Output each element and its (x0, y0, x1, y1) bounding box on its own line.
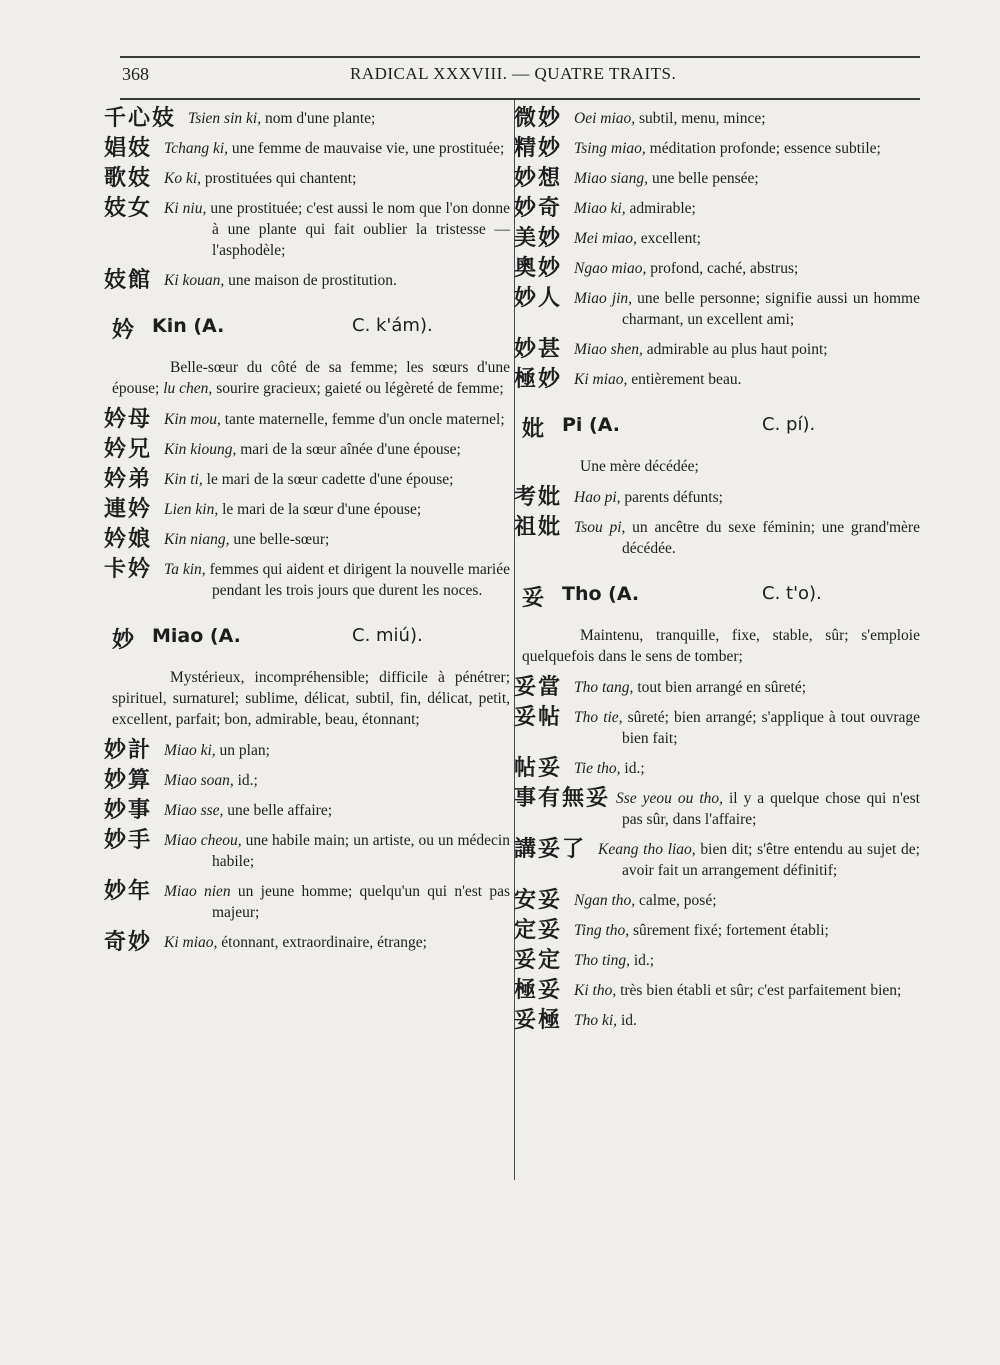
entry: 卡妗 Ta kin, femmes qui aident et dirigent la nouvelle mariée pendant les trois jours que durent les noces. (104, 557, 510, 599)
entry: 妓女 Ki niu, une prostituée; c'est aussi le nom que l'on donne à une plante qui fait oublier la tristesse — l'asphodèle; (104, 196, 510, 259)
entry-romanization: Tho ting, (574, 952, 630, 969)
entry: 妙人 Miao jin, une belle personne; signifie aussi un homme charmant, un excellent ami; (514, 286, 920, 328)
definition-pi: Une mère décédée; (580, 458, 699, 475)
entry-gloss: prostituées qui chantent; (201, 170, 357, 187)
entry: 安妥 Ngan tho, calme, posé; (514, 888, 717, 913)
entry-romanization: Oei miao, (574, 110, 636, 127)
entry-romanization: Sse yeou ou tho, (616, 790, 724, 807)
entry (104, 106, 510, 131)
page-number: 368 (122, 64, 149, 84)
entry-gloss: excellent; (636, 230, 701, 247)
left-column (104, 106, 510, 962)
entry-romanization: Lien kin, (164, 501, 219, 518)
entry-gloss: parents défunts; (620, 489, 723, 506)
entry-gloss: un ancêtre du sexe féminin; une grand'mère décédée. (622, 519, 920, 557)
entry: 妓館 Ki kouan, une maison de prostitution. (104, 268, 397, 293)
entry-gloss: admirable; (625, 200, 696, 217)
entry-gloss: calme, posé; (635, 892, 717, 909)
headword-miao (112, 623, 510, 657)
entry (514, 837, 920, 881)
entry-gloss: tante maternelle, femme d'un oncle maternel; (220, 411, 505, 428)
headword-kin (112, 313, 510, 347)
entry-gloss: une femme de mauvaise vie, une prostituée; (228, 140, 505, 157)
entry: 妙手 Miao cheou, une habile main; un artiste, ou un médecin habile; (104, 828, 510, 870)
entry: 妙計 Miao ki, un plan; (104, 738, 270, 763)
entry-gloss: très bien établi et sûr; c'est parfaitement bien; (616, 982, 902, 999)
headword-character: 妥 (522, 586, 545, 611)
headword-character: 妣 (522, 417, 545, 442)
entry: 妙奇 Miao ki, admirable; (514, 196, 696, 221)
entry-romanization: Ki miao, (164, 934, 218, 951)
definition-kin: Belle-sœur du côté de sa femme; les sœurs d'une épouse; lu chen, sourire gracieux; gaieté ou légèreté de femme; (112, 359, 510, 397)
entry-gloss: une belle-sœur; (229, 531, 330, 548)
entry-gloss: une belle affaire; (223, 802, 333, 819)
entry-gloss: id. (617, 1012, 637, 1029)
entry-gloss: bien dit; s'être entendu au sujet de; avoir fait un arrangement définitif; (622, 841, 920, 879)
headword-cantonese: C. k'ám). (352, 315, 433, 336)
entry-romanization: Tho tie, (574, 709, 623, 726)
entry: 妥當 Tho tang, tout bien arrangé en sûreté; (514, 675, 807, 700)
entry: 妙想 Miao siang, une belle pensée; (514, 166, 759, 191)
entry: 極妙 Ki miao, entièrement beau. (514, 367, 742, 392)
definition-miao: Mystérieux, incompréhensible; difficile à pénétrer; spirituel, surnaturel; sublime, délicat, subtil, fin, délicat, petit, excellent, parfait; bon, admirable, beau, étonnant; (112, 669, 510, 728)
entry: 妙算 Miao soan, id.; (104, 768, 258, 793)
entry (514, 786, 920, 830)
entry-romanization: Miao nien (164, 883, 231, 900)
entry-romanization: Tie tho, (574, 760, 621, 777)
entry-romanization: Miao jin, (574, 290, 633, 307)
entry-gloss: sûrement fixé; fortement établi; (629, 922, 829, 939)
entry: 妗娘 Kin niang, une belle-sœur; (104, 527, 330, 552)
entry-characters: 事有無妥 (514, 786, 611, 811)
entry-romanization: Tsing miao, (574, 140, 646, 157)
entry: 妙甚 Miao shen, admirable au plus haut point; (514, 337, 828, 362)
entry: 微妙 Oei miao, subtil, menu, mince; (514, 106, 766, 131)
entry-romanization: Ki miao, (574, 371, 628, 388)
entry-gloss: une prostituée; c'est aussi le nom que l'on donne à une plante qui fait oublier la tristesse — l'asphodèle; (206, 200, 510, 259)
headword-cantonese: C. pí). (762, 414, 816, 435)
entry-romanization: Kin mou, (164, 411, 221, 428)
entry: 娼妓 Tchang ki, une femme de mauvaise vie, une prostituée; (104, 136, 505, 161)
headword-romanization: Kin (A. (152, 315, 225, 337)
entry: 考妣 Hao pi, parents défunts; (514, 485, 723, 510)
entry-romanization: Ki kouan, (164, 272, 225, 289)
entry-romanization: Tchang ki, (164, 140, 229, 157)
entry-characters: 講妥了 (514, 837, 587, 862)
entry-romanization: Miao ki, (574, 200, 626, 217)
entry: 妥定 Tho ting, id.; (514, 948, 655, 973)
entry-gloss: femmes qui aident et dirigent la nouvelle mariée pendant les trois jours que durent les noces. (205, 561, 510, 599)
entry-gloss: id.; (629, 952, 655, 969)
entry-romanization: Ngao miao, (574, 260, 647, 277)
entry-romanization: Mei miao, (574, 230, 637, 247)
entry-romanization: Miao soan, (164, 772, 234, 789)
entry: 美妙 Mei miao, excellent; (514, 226, 701, 251)
entry-romanization: Miao sse, (164, 802, 224, 819)
entry-gloss: sûreté; bien arrangé; s'applique à tout ouvrage bien fait; (622, 709, 920, 747)
headword-romanization: Pi (A. (562, 414, 621, 436)
entry-romanization: Hao pi, (574, 489, 621, 506)
entry-gloss: mari de la sœur aînée d'une épouse; (236, 441, 461, 458)
entry-gloss: subtil, menu, mince; (635, 110, 766, 127)
entry-romanization: Tho tang, (574, 679, 634, 696)
entry-gloss: id.; (233, 772, 258, 789)
entry: 妙事 Miao sse, une belle affaire; (104, 798, 333, 823)
entry-gloss: admirable au plus haut point; (642, 341, 828, 358)
entry-gloss: il y a quelque chose qui n'est pas sûr, dans l'affaire; (622, 790, 920, 828)
entry: 極妥 Ki tho, très bien établi et sûr; c'est parfaitement bien; (514, 978, 902, 1003)
entry-romanization: Tho ki, (574, 1012, 618, 1029)
headword-character: 妗 (112, 318, 135, 343)
entry-romanization: Tsien sin ki, (188, 110, 262, 127)
entry-romanization: Ki tho, (574, 982, 617, 999)
entry: 奇妙 Ki miao, étonnant, extraordinaire, étrange; (104, 930, 427, 955)
entry-gloss: nom d'une plante; (261, 110, 376, 127)
entry-gloss: entièrement beau. (627, 371, 742, 388)
entry-romanization: Tsou pi, (574, 519, 626, 536)
entry-gloss: étonnant, extraordinaire, étrange; (217, 934, 427, 951)
entry: 連妗 Lien kin, le mari de la sœur d'une épouse; (104, 497, 422, 522)
entry: 妗母 Kin mou, tante maternelle, femme d'un oncle maternel; (104, 407, 505, 432)
definition-tho: Maintenu, tranquille, fixe, stable, sûr; s'emploie quelquefois dans le sens de tomber; (522, 627, 920, 665)
entry-romanization: Ki niu, (164, 200, 207, 217)
entry: 妥極 Tho ki, id. (514, 1008, 637, 1033)
entry: 精妙 Tsing miao, méditation profonde; essence subtile; (514, 136, 881, 161)
tho-entries (514, 675, 920, 1033)
headword-cantonese: C. t'o). (762, 583, 822, 604)
entry-romanization: Ta kin, (164, 561, 206, 578)
entry-romanization: Miao cheou, (164, 832, 242, 849)
entry: 妗兄 Kin kioung, mari de la sœur aînée d'une épouse; (104, 437, 461, 462)
entry-romanization: Miao siang, (574, 170, 649, 187)
miao-entries (104, 738, 510, 955)
headword-romanization: Miao (A. (152, 625, 241, 647)
headword-pi (522, 412, 920, 446)
running-title: RADICAL XXXVIII. — QUATRE TRAITS. (350, 64, 677, 83)
left-top-entries (104, 106, 510, 293)
entry-gloss: une belle pensée; (648, 170, 759, 187)
entry-gloss: un plan; (215, 742, 270, 759)
headword-romanization: Tho (A. (562, 583, 640, 605)
entry: 奧妙 Ngao miao, profond, caché, abstrus; (514, 256, 799, 281)
entry: 妥帖 Tho tie, sûreté; bien arrangé; s'applique à tout ouvrage bien fait; (514, 705, 920, 747)
headword-tho (522, 581, 920, 615)
entry-gloss: le mari de la sœur cadette d'une épouse; (202, 471, 454, 488)
right-column (514, 106, 920, 1040)
entry: 妗弟 Kin ti, le mari de la sœur cadette d'une épouse; (104, 467, 454, 492)
entry-gloss: un jeune homme; quelqu'un qui n'est pas majeur; (212, 883, 510, 921)
entry-characters: 千心妓 (104, 106, 177, 131)
entry-romanization: Kin niang, (164, 531, 230, 548)
entry: 妙年 Miao nien un jeune homme; quelqu'un qui n'est pas majeur; (104, 879, 510, 921)
pi-entries (514, 485, 920, 559)
entry: 帖妥 Tie tho, id.; (514, 756, 645, 781)
entry-romanization: Miao shen, (574, 341, 643, 358)
entry: 祖妣 Tsou pi, un ancêtre du sexe féminin; une grand'mère décédée. (514, 515, 920, 557)
entry-gloss: id.; (620, 760, 645, 777)
entry-gloss: profond, caché, abstrus; (646, 260, 799, 277)
entry-romanization: Kin ti, (164, 471, 203, 488)
headword-cantonese: C. miú). (352, 625, 423, 646)
headword-character: 妙 (112, 628, 135, 653)
entry: 歌妓 Ko ki, prostituées qui chantent; (104, 166, 357, 191)
entry-gloss: une habile main; un artiste, ou un médecin habile; (212, 832, 510, 870)
entry-gloss: tout bien arrangé en sûreté; (633, 679, 807, 696)
entry-romanization: Kin kioung, (164, 441, 237, 458)
entry-romanization: Miao ki, (164, 742, 216, 759)
entry-romanization: Ko ki, (164, 170, 202, 187)
entry-romanization: Keang tho liao, (598, 841, 696, 858)
entry-gloss: le mari de la sœur d'une épouse; (218, 501, 422, 518)
entry-romanization: Ting tho, (574, 922, 630, 939)
running-header (120, 56, 920, 100)
entry: 定妥 Ting tho, sûrement fixé; fortement établi; (514, 918, 829, 943)
entry-gloss: une maison de prostitution. (224, 272, 397, 289)
entry-romanization: Ngan tho, (574, 892, 636, 909)
entry-gloss: méditation profonde; essence subtile; (645, 140, 881, 157)
kin-entries (104, 407, 510, 601)
entry-gloss: une belle personne; signifie aussi un homme charmant, un excellent ami; (622, 290, 920, 328)
right-top-entries (514, 106, 920, 392)
